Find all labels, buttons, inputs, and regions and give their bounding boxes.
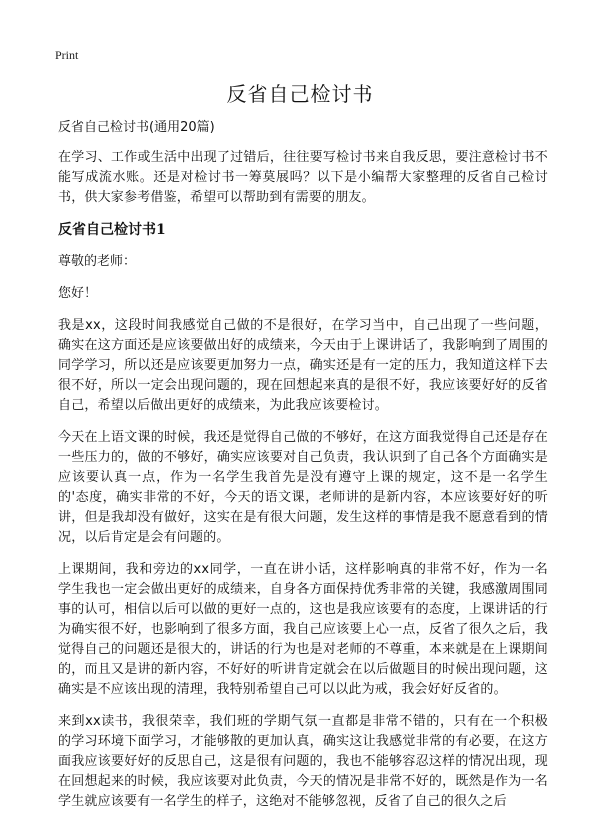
document-subtitle: 反省自己检讨书(通用20篇)	[58, 120, 215, 135]
body-paragraph: 今天在上语文课的时候，我还是觉得自己做的不够好，在这方面我觉得自己还是存在一些压力的，做的不够好，确实应该要对自己负责，我认识到了自己各个方面确实是应该要认真一点，作为一名学生我首先是没有遵守上课的规定，这不是一名学生的'态度，确实非常的不好，今天的语文课，老师讲的是新内容，本应该要好好的听讲，但是我却没有做好，这实在是有很大问题，发生这样的事情是我不愿意看到的情况，以后肯定是会有问题的。	[58, 430, 548, 545]
salutation: 尊敬的老师：	[58, 254, 137, 269]
body-paragraph: 我是xx，这段时间我感觉自己做的不是很好，在学习当中，自己出现了一些问题，确实在这方面还是应该要做出好的成绩来，今天由于上课讲话了，我影响到了周围的同学学习，所以还是应该要更加努力一点，确实还是有一定的压力，我知道这样下去很不好，所以一定会出现问题的，现在回想起来真的是很不好，我应该要好好的反省自己，希望以后做出更好的成绩来，为此我应该要检讨。	[58, 318, 548, 413]
greeting: 您好！	[58, 286, 98, 301]
document-body	[58, 118, 548, 824]
print-link[interactable]: Print	[55, 48, 79, 62]
body-paragraph: 上课期间，我和旁边的xx同学，一直在讲小话，这样影响真的非常不好，作为一名学生我也一定会做出更好的成绩来，自身各方面保持优秀非常的关键，我感激周围同事的认可，相信以后可以做的更好一点的，这也是我应该要有的态度，上课讲话的行为确实很不好，也影响到了很多方面，我自己应该要上心一点，反省了很久之后，我觉得自己的问题还是很大的，讲话的行为也是对老师的不尊重，本来就是在上课期间的，而且又是讲的新内容，不好好的听讲肯定就会在以后做题目的时候出现问题，这确实是不应该出现的清理，我特别希望自己可以以此为戒，我会好好反省的。	[58, 562, 548, 697]
page-title: 反省自己检讨书	[226, 82, 374, 106]
body-paragraph: 来到xx读书，我很荣幸，我们班的学期气氛一直都是非常不错的，只有在一个积极的学习环境下面学习，才能够散的更加认真，确实这让我感觉非常的有必要，在这方面我应该要好好的反思自己，这是很有问题的，我也不能够容忍这样的情况出现，现在回想起来的时候，我应该要对此负责，今天的情况是非常不好的，既然是作为一名学生就应该要有一名学生的样子，这绝对不能够忽视，反省了自己的很久之后	[58, 714, 548, 809]
section-heading: 反省自己检讨书1	[58, 222, 166, 238]
intro-paragraph: 在学习、工作或生活中出现了过错后，往往要写检讨书来自我反思，要注意检讨书不能写成流水账。还是对检讨书一筹莫展吗？以下是小编帮大家整理的反省自己检讨书，供大家参考借鉴，希望可以帮助到有需要的朋友。	[58, 150, 548, 205]
